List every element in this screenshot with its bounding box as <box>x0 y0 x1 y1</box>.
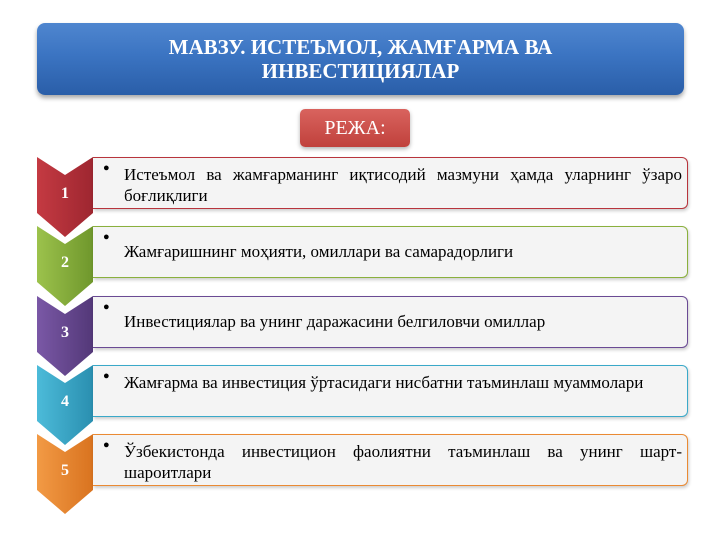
item-box <box>93 365 688 417</box>
item-text: Жамғарма ва инвестиция ўртасидаги нисбатни таъминлаш муаммолари <box>124 373 644 392</box>
bullet-icon: ● <box>103 231 110 243</box>
item-number: 1 <box>61 185 69 202</box>
item-box <box>93 434 688 486</box>
item-number: 2 <box>61 254 69 271</box>
slide-title <box>37 23 684 95</box>
item-text: Инвестициялар ва унинг даражасини белгиловчи омиллар <box>124 312 546 331</box>
item-text: Ўзбекистонда инвестицион фаолиятни таъминлаш ва унинг шарт-шароитлари <box>124 442 682 482</box>
bullet-icon: ● <box>103 439 110 451</box>
item-number: 4 <box>61 393 69 410</box>
list-item <box>0 157 720 237</box>
bullet-icon: ● <box>103 162 110 174</box>
list-item <box>0 226 720 306</box>
item-box <box>93 296 688 348</box>
list-item <box>0 296 720 376</box>
item-text: Жамғаришнинг моҳияти, омиллари ва самарадорлиги <box>124 242 514 261</box>
list-item <box>0 434 720 514</box>
item-number: 5 <box>61 462 69 479</box>
bullet-icon: ● <box>103 370 110 382</box>
slide-title-text: МАВЗУ. ИСТЕЪМОЛ, ЖАМҒАРМА ВА ИНВЕСТИЦИЯЛАР <box>168 35 553 83</box>
item-box <box>93 226 688 278</box>
plan-label: РЕЖА: <box>300 109 410 147</box>
item-text: Истеъмол ва жамғарманинг иқтисодий мазмуни ҳамда уларнинг ўзаро боғлиқлиги <box>124 165 682 205</box>
item-box <box>93 157 688 209</box>
list-item <box>0 365 720 445</box>
item-number: 3 <box>61 324 69 341</box>
bullet-icon: ● <box>103 301 110 313</box>
